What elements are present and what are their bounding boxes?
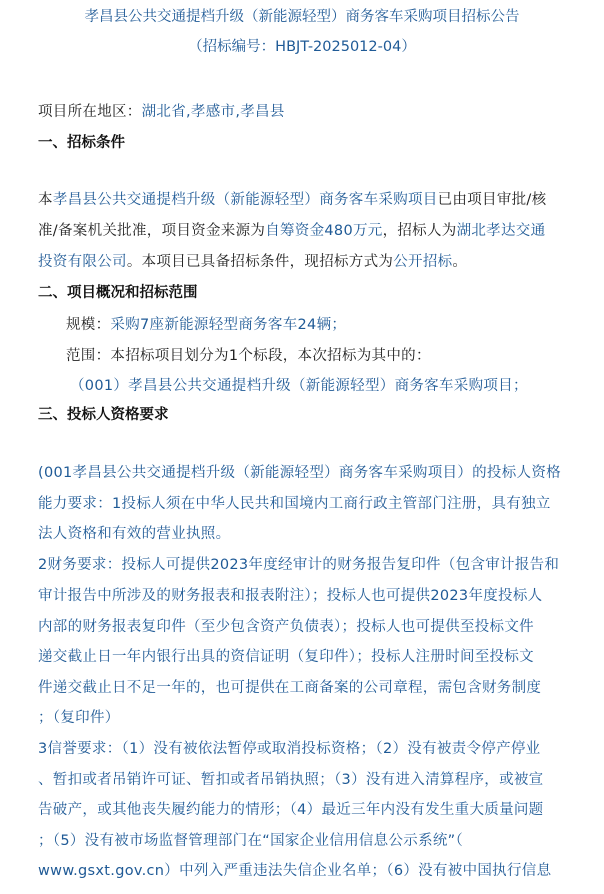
project-location: [38, 100, 285, 121]
section-heading-conditions: 一、招标条件: [38, 135, 125, 151]
tender-method-highlight: 公开招标: [393, 254, 453, 270]
qualification-line: 件递交截止日不足一年的，也可提供在工商备案的公司章程，需包含财务制度: [38, 680, 542, 696]
qualification-line: 3信誉要求：（1）没有被依法暂停或取消投标资格；（2）没有被责令停产停业: [38, 741, 541, 757]
conditions-line-3: [38, 250, 467, 271]
scope-rest: 个标段，本次招标为其中的：: [238, 348, 431, 364]
project-name-highlight: 孝昌县公共交通提档升级（新能源轻型）商务客车采购项目: [52, 192, 438, 208]
conditions-line-1: [38, 188, 546, 209]
qualification-line: 内部的财务报表复印件（至少包含资产负债表）；投标人也可提供至投标文件: [38, 619, 534, 635]
text-span: 。本项目已具备招标条件，现招标方式为: [126, 254, 394, 270]
text-span: 准/备案机关批准，项目资金来源为: [38, 223, 266, 239]
scope-count: 1: [228, 348, 239, 364]
qualification-line: ；（复印件）: [38, 710, 120, 726]
qualification-line: 递交截止日一年内银行出具的资信证明（复印件）；投标人注册时间至投标文: [38, 649, 534, 665]
fund-source-highlight: 自筹资金480万元: [265, 223, 383, 239]
text-span: 已由项目审批/核: [437, 192, 547, 208]
scale-label: 规模：: [66, 317, 111, 333]
qualification-line: 、暂扣或者吊销许可证、暂扣或者吊销执照；（3）没有进入清算程序，或被宣: [38, 772, 544, 788]
conditions-line-2: [38, 219, 545, 240]
qualification-line: 法人资格和有效的营业执照。: [38, 526, 231, 542]
scale-line: [66, 313, 346, 334]
tenderer-highlight: 湖北孝达交通: [456, 223, 546, 239]
qualification-line: 审计报告中所涉及的财务报表和报表附注）；投标人也可提供2023年度投标人: [38, 588, 543, 604]
page-title: 孝昌县公共交通提档升级（新能源轻型）商务客车采购项目招标公告: [84, 9, 520, 25]
scope-line: [66, 344, 431, 365]
location-label: 项目所在地区：: [38, 104, 142, 120]
qualification-line: 告破产，或其他丧失履约能力的情形；（4）最近三年内没有发生重大质量问题: [38, 802, 544, 818]
location-value: 湖北省,孝感市,孝昌县: [141, 104, 285, 120]
lot-line: （001）孝昌县公共交通提档升级（新能源轻型）商务客车采购项目；: [70, 378, 528, 394]
qualification-line: 2财务要求：投标人可提供2023年度经审计的财务报告复印件（包含审计报告和: [38, 557, 560, 573]
tenderer-highlight: 投资有限公司: [38, 254, 127, 270]
tender-code: （招标编号：HBJT-2025012-04）: [188, 39, 416, 55]
qualification-line: 能力要求：1投标人须在中华人民共和国境内工商行政主管部门注册，具有独立: [38, 496, 551, 512]
text-span: 本: [38, 192, 53, 208]
qualification-line: (001孝昌县公共交通提档升级（新能源轻型）商务客车采购项目）的投标人资格: [38, 465, 561, 481]
qualification-line: ；（5）没有被市场监督管理部门在“国家企业信用信息公示系统”（: [38, 833, 464, 849]
text-span: ，招标人为: [382, 223, 457, 239]
text-span: 。: [452, 254, 468, 270]
qualification-line: www.gsxt.gov.cn）中列入严重违法失信企业名单；（6）没有被中国执行信息: [38, 863, 552, 879]
section-heading-overview: 二、项目概况和招标范围: [38, 285, 198, 301]
scope-label: 范围：本招标项目划分为: [66, 348, 229, 364]
scale-value: 采购7座新能源轻型商务客车24辆；: [110, 317, 347, 333]
section-heading-qualification: 三、投标人资格要求: [38, 407, 169, 423]
